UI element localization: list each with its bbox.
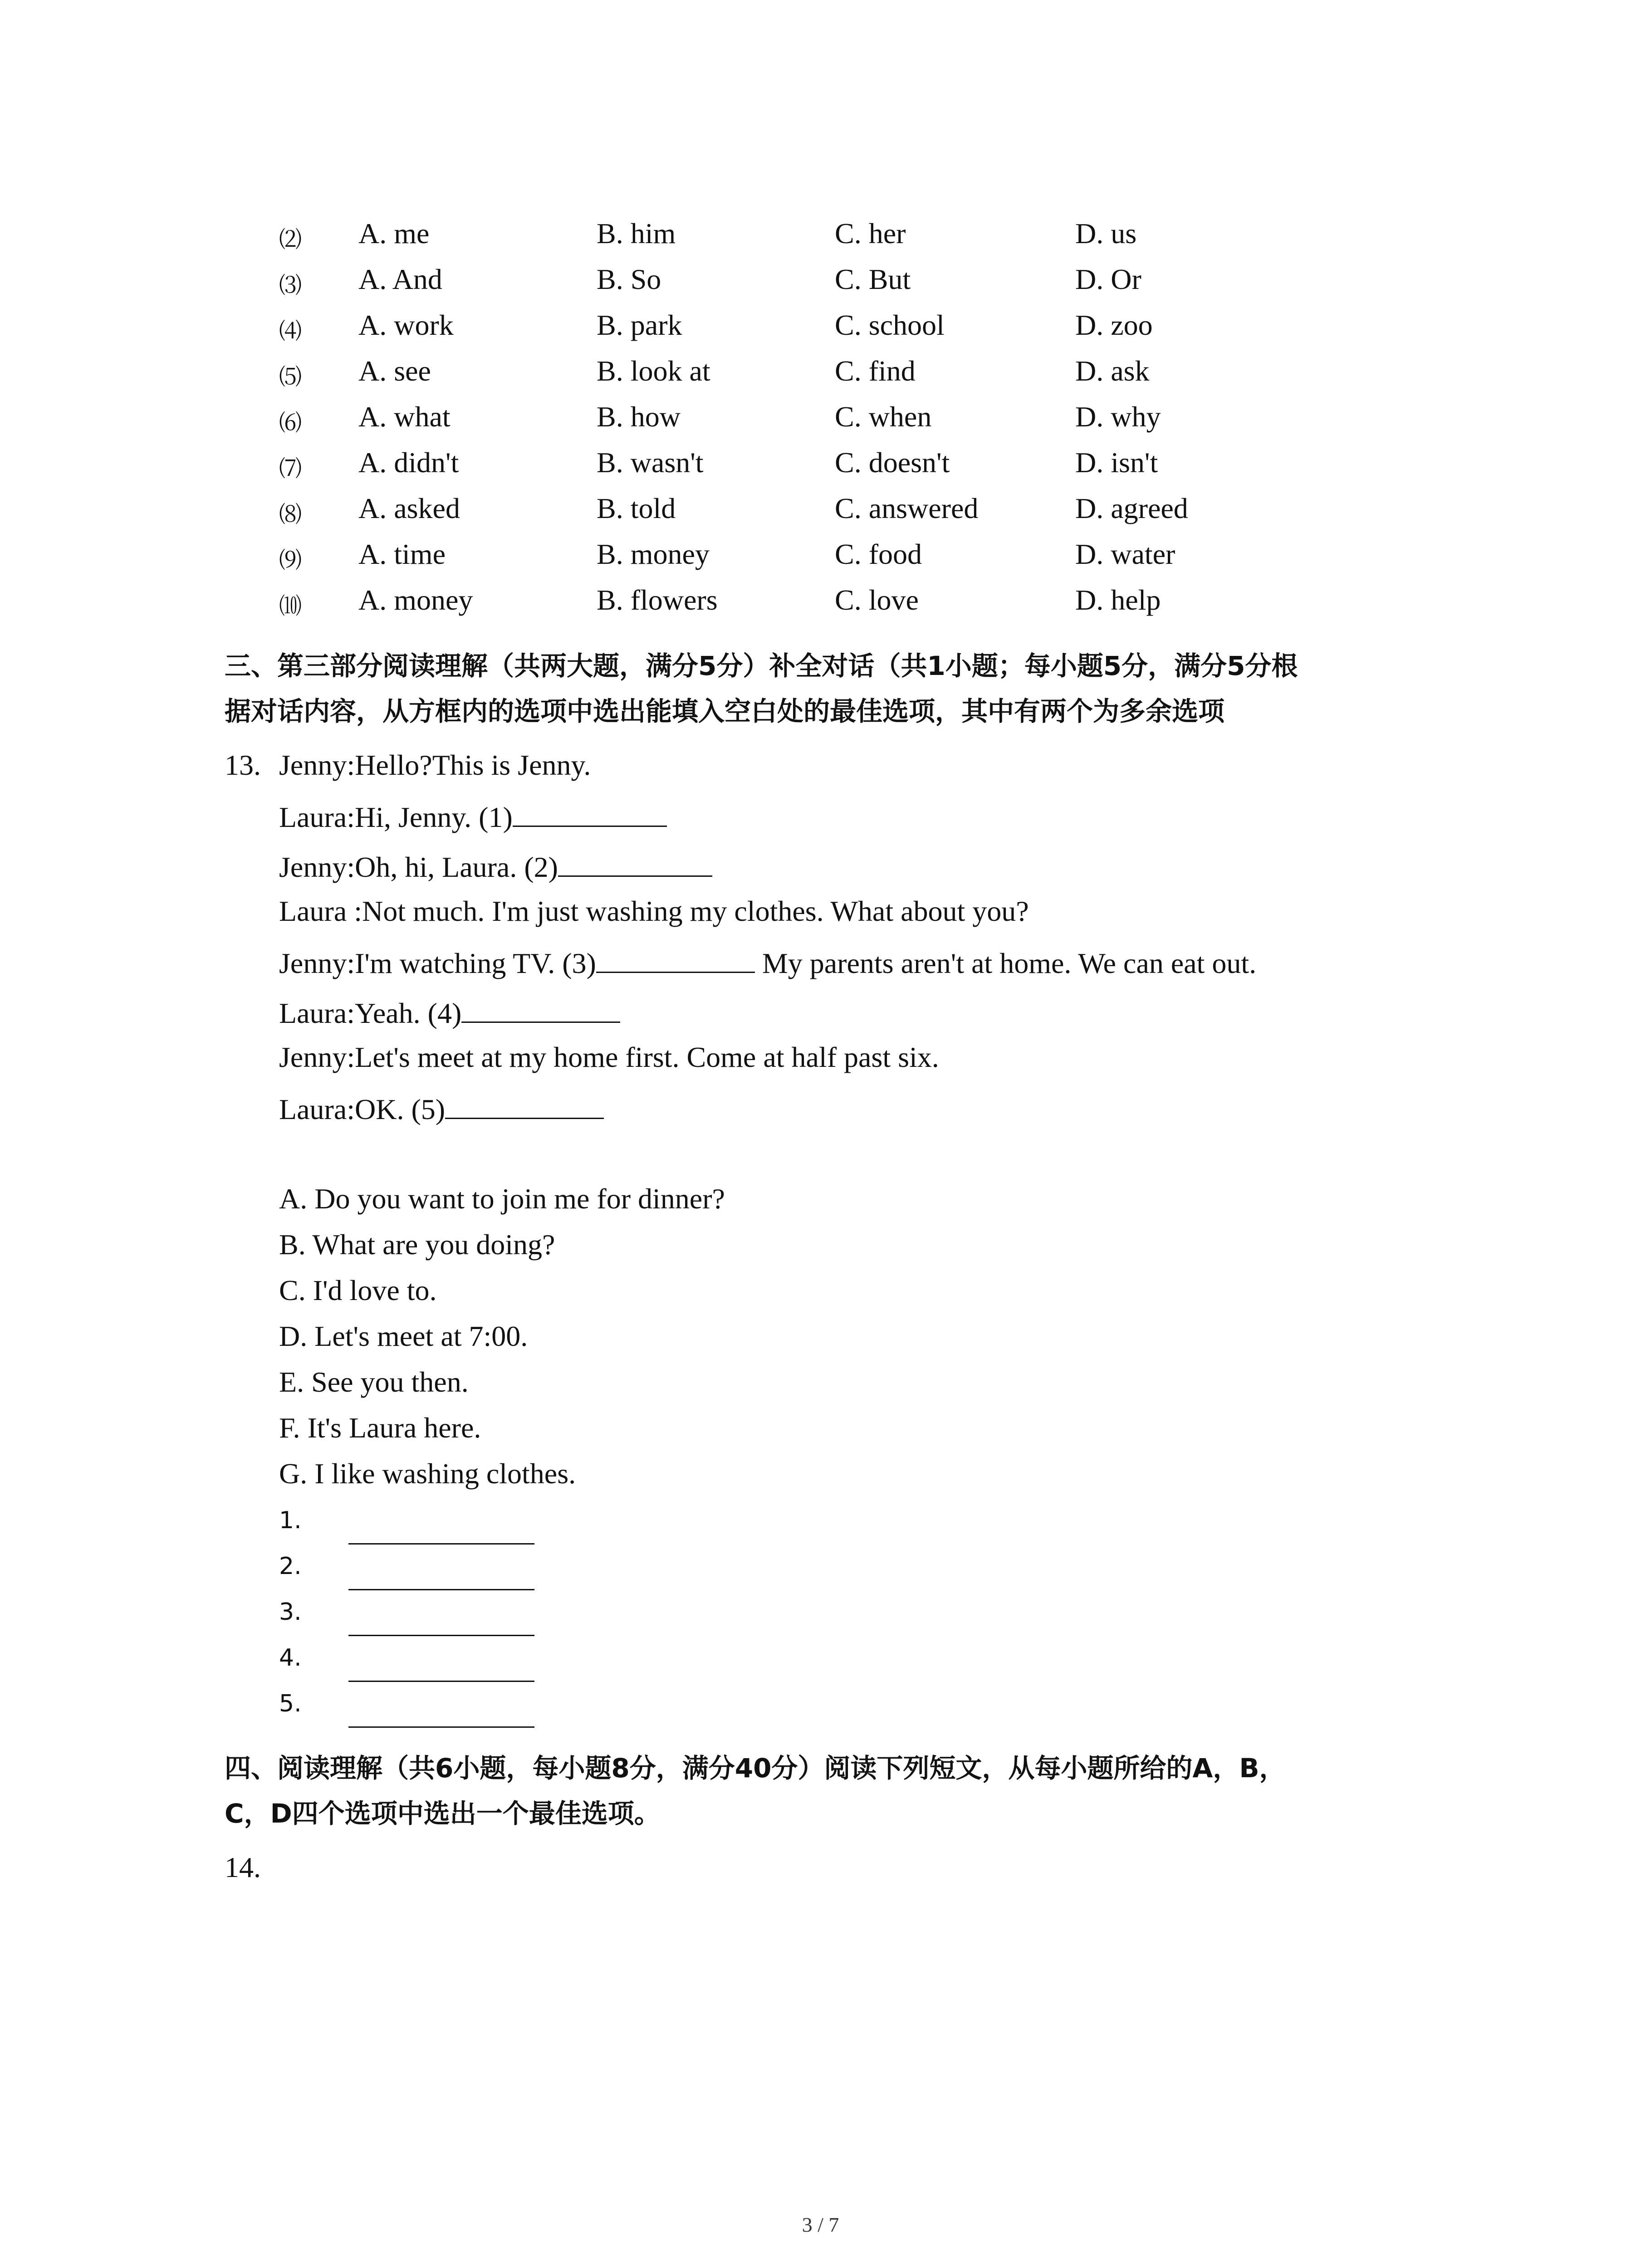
dialogue-line: Laura :Not much. I'm just washing my clothes. What about you? [279,895,1029,927]
option-d: D. isn't [1075,446,1158,479]
answer-number: 1. [279,1507,302,1534]
option-c: C. love [835,584,919,616]
dialogue-line: Laura:Hi, Jenny. (1) [279,798,667,834]
choice-item: E. See you then. [279,1366,469,1398]
choice-item: G. I like washing clothes. [279,1457,576,1490]
option-d: D. water [1075,538,1176,570]
option-c: C. her [835,217,906,249]
choice-item: B. What are you doing? [279,1228,555,1261]
option-a: A. see [358,355,431,387]
option-row [0,217,1641,258]
answer-line[interactable] [348,1635,534,1636]
answer-row [0,1548,1641,1593]
option-number: ⑶ [279,272,302,298]
option-d: D. help [1075,584,1161,616]
dialogue-line: Jenny:Hello?This is Jenny. [279,749,591,781]
choice-item: C. I'd love to. [279,1274,437,1306]
option-row [0,492,1641,533]
option-row [0,308,1641,349]
question-14-number: 14. [225,1851,261,1883]
answer-row [0,1502,1641,1548]
answer-line[interactable] [348,1681,534,1682]
option-b: B. told [597,492,676,524]
answer-number: 4. [279,1644,302,1672]
dialogue-line: Laura:Yeah. (4) [279,994,620,1030]
choice-item: D. Let's meet at 7:00. [279,1320,528,1352]
answer-number: 5. [279,1690,302,1717]
blank-5[interactable] [445,1090,604,1119]
dialogue-line: Jenny:Let's meet at my home first. Come at half past six. [279,1041,939,1073]
option-c: C. school [835,309,945,341]
option-a: A. time [358,538,446,570]
option-b: B. wasn't [597,446,704,479]
option-row [0,538,1641,578]
dialogue-line: Laura:OK. (5) [279,1090,604,1126]
option-row [0,354,1641,395]
option-a: A. what [358,401,451,433]
section-4-heading-line-1: 四、阅读理解（共6小题，每小题8分，满分40分）阅读下列短文，从每小题所给的A，B， [225,1753,1286,1784]
option-d: D. Or [1075,263,1141,295]
answer-number: 2. [279,1553,302,1580]
option-number: ⑺ [279,455,302,482]
option-number: ⑷ [279,318,302,344]
dialogue-line: Jenny:I'm watching TV. (3) My parents aren't at home. We can eat out. [279,944,1256,980]
answer-row [0,1686,1641,1731]
option-c: C. food [835,538,922,570]
option-row [0,583,1641,624]
option-number: ⑹ [279,410,302,436]
question-13-number: 13. [225,749,261,781]
option-a: A. didn't [358,446,459,479]
option-d: D. agreed [1075,492,1188,524]
choice-item: A. Do you want to join me for dinner? [279,1183,725,1215]
option-number: ⑸ [279,364,302,390]
option-b: B. flowers [597,584,718,616]
option-a: A. asked [358,492,460,524]
option-c: C. answered [835,492,979,524]
blank-2[interactable] [558,848,712,877]
option-a: A. And [358,263,442,295]
page-number: 3 / 7 [802,2213,839,2236]
section-3-heading-line-2: 据对话内容，从方框内的选项中选出能填入空白处的最佳选项，其中有两个为多余选项 [225,696,1225,727]
blank-4[interactable] [461,994,620,1023]
option-d: D. us [1075,217,1137,249]
option-number: ⑽ [279,593,302,619]
option-c: C. doesn't [835,446,950,479]
answer-row [0,1640,1641,1685]
blank-3[interactable] [596,944,755,973]
option-d: D. ask [1075,355,1150,387]
dialogue-line: Jenny:Oh, hi, Laura. (2) [279,848,712,884]
option-a: A. me [358,217,430,249]
section-4-heading-line-2: C，D四个选项中选出一个最佳选项。 [225,1798,661,1829]
answer-line[interactable] [348,1726,534,1728]
option-c: C. find [835,355,916,387]
option-b: B. So [597,263,661,295]
option-row [0,400,1641,441]
answer-row [0,1594,1641,1639]
option-b: B. money [597,538,710,570]
option-b: B. look at [597,355,710,387]
answer-number: 3. [279,1598,302,1626]
option-row [0,263,1641,303]
option-number: ⑼ [279,547,302,573]
option-b: B. park [597,309,682,341]
section-3-heading-line-1: 三、第三部分阅读理解（共两大题，满分5分）补全对话（共1小题；每小题5分，满分5分根 [225,650,1298,681]
option-number: ⑵ [279,226,302,253]
answer-line[interactable] [348,1543,534,1545]
option-a: A. money [358,584,473,616]
option-row [0,446,1641,487]
option-b: B. how [597,401,681,433]
option-d: D. zoo [1075,309,1153,341]
option-d: D. why [1075,401,1161,433]
blank-1[interactable] [513,798,667,827]
option-b: B. him [597,217,676,249]
option-c: C. when [835,401,932,433]
option-c: C. But [835,263,911,295]
option-a: A. work [358,309,454,341]
answer-line[interactable] [348,1589,534,1590]
option-number: ⑻ [279,501,302,528]
choice-item: F. It's Laura here. [279,1412,481,1444]
